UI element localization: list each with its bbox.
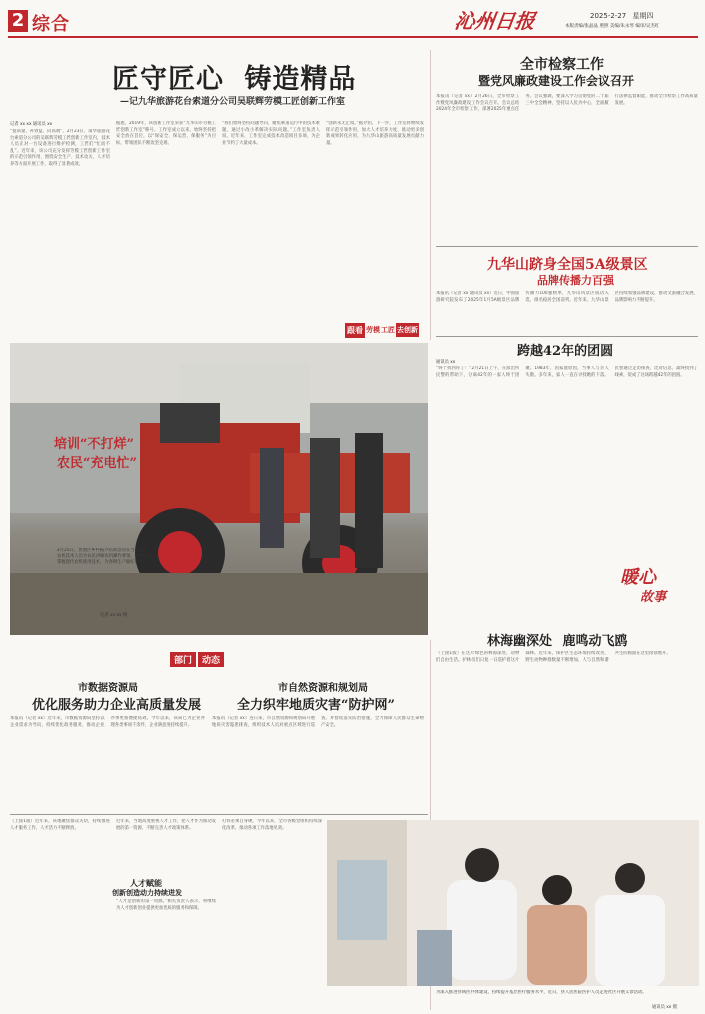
pavilion-title-b: 鹿鸣动飞鸥: [562, 634, 628, 649]
farm-caption: 2月25日，贵池区乡村振兴培训活动在当地开展，农机技术人员为农民讲解农机操作要领，帮助农民掌握现代农机使用技术，为春耕生产做好准备。: [57, 548, 152, 565]
lead-body-col4: “创新永无止境。”据介绍，下一步，工作室将继续发挥示范引领作用，加大人才培养力度，推动更多创新成果转化应用，为九华山旅游高质量发展贡献力量。: [326, 121, 424, 146]
right2-title: 九华山跻身全国5A级景区: [487, 257, 648, 273]
tag-a: 跟看: [345, 323, 365, 338]
right1-subtitle: 暨党风廉政建设工作会议召开: [478, 74, 635, 88]
dept-tag: [170, 652, 246, 666]
bottom-inner-title: 人才赋能: [130, 878, 162, 888]
clinic-photo: [327, 820, 699, 986]
right1-body: 本报讯（记者 xx）2月26日，全市检察工作暨党风廉政建设工作会议召开。会议总结2024年全市检察工作，部署2025年重点任务。会议强调，要深入学习贯彻党的二十届三中全会精神，坚持以人民为中心，全面履行法律监督职能，推动全市检察工作高质量发展。: [436, 94, 698, 112]
group-byline: 通讯员 xx: [436, 360, 456, 365]
warm-tag-b: 故事: [639, 590, 666, 605]
tag-d: 去创新: [396, 323, 419, 337]
clinic-caption: 为深入推进县域医共体建设，持续提升基层医疗服务水平，近日，县人民医院医护人员走进社区开展义诊活动。: [436, 990, 647, 995]
dept-bottom-rule: [10, 814, 428, 815]
dept1-subtitle: 优化服务助力企业高质量发展: [32, 698, 202, 713]
masthead-logo: [455, 5, 555, 37]
farm-subtitle: 农民“充电忙”: [57, 456, 137, 471]
editors-line: 本版责编/张晶晶 照照 美编/朱永琴 编审/吴杰红: [565, 24, 660, 29]
date-line: [590, 11, 653, 21]
right2-body: 本报讯（记者 xx 通讯员 xx）近日，中国旅游研究院发布了2025年1月5A级景区品牌传播力100强榜单，九华山风景区成功入选，排名稳居全国前列。近年来，九华山景区持续加强品牌建设，推动文旅融合发展，品牌影响力不断提升。: [436, 291, 698, 303]
pavilion-body: （上接1版）在这片绿色的林海深处，动物们自由生活。护林员们日复一日巡护着这片森林。近年来，保护区生态环境持续改善，野生动物种群数量不断增加，人与自然和谐共生的画面在这里徐徐展开。: [436, 651, 671, 663]
bottom-col1: （上接1版）近年来，该地聚焦群众关切，持续推进人才服务工作，人才活力不断释放。: [10, 819, 110, 831]
page-number-box: 2: [8, 10, 28, 32]
paper-name: 沁州日报: [453, 9, 537, 33]
bottom-inner-subtitle: 创新创造动力持续迸发: [112, 888, 182, 897]
pavilion-title: [487, 630, 628, 649]
warm-tag: [588, 568, 688, 612]
tag-c: 工匠: [381, 326, 395, 334]
issue-weekday: 星期四: [632, 12, 654, 20]
dept2-subtitle: 全力织牢地质灾害“防护网”: [237, 698, 395, 713]
lead-title: [112, 57, 357, 96]
clinic-credit: 通讯员 xx 摄: [652, 1005, 678, 1010]
lead-title-b: 铸造精品: [244, 64, 357, 95]
bottom-col2b: “人才是创新的第一资源。”相关负责人表示，将继续为人才创新创业提供更加优质的服务和保障。: [116, 899, 216, 911]
lead-byline: 记者 xx xx 通讯员 xx: [10, 122, 53, 127]
series-tag: [345, 320, 430, 340]
right2-rule: [436, 336, 698, 337]
bottom-col3: 打铁必须自身硬。今年以来，全市各级党组织持续深化改革，推动各项工作落地见效。: [222, 819, 322, 831]
farm-title: 培训“不打烊”: [54, 437, 134, 452]
group-title: 跨越42年的团圆: [517, 344, 614, 359]
bottom-col2: 近年来，当地高度重视人才工作，把人才作为推动发展的第一资源，不断完善人才政策体系。: [116, 819, 216, 831]
lead-right-rule: [430, 50, 431, 340]
warm-tag-a: 暖心: [620, 567, 656, 588]
farm-photographer: 记者 xx xx 摄: [100, 613, 128, 618]
dept2-body: 本报讯（记者 xx）连日来，市自然资源和规划局开展地质灾害隐患排查，组织技术人员对重点区域进行巡查，并督促落实防治措施，全力保障人民群众生命财产安全。: [212, 716, 424, 728]
dept1-title: 市数据资源局: [78, 683, 138, 694]
group-body: “终于找到你了！”2月21日上午，在派出所民警的帮助下，分离42年的一家人终于团聚。1983年，因家庭原因，当事人与亲人失散。多年来，家人一直在寻找她的下落。民警通过走访排查、比对信息，最终找到了线索，促成了这场跨越42年的团圆。: [436, 366, 698, 378]
lead-subtitle: —记九华旅游花台索道分公司吴联辉劳模工匠创新工作室: [120, 97, 346, 107]
dept1-body: 本报讯（记者 xx）近年来，市数据资源局坚持以企业需求为导向，持续优化政务服务，推动企业办事更加便捷高效。今年以来，该局已为企业办理各类事项千余件，企业满意度持续提升。: [10, 716, 205, 728]
clinic-illustration: [327, 820, 699, 986]
lead-title-a: 匠守匠心: [112, 64, 224, 95]
section-title: 综合: [32, 14, 70, 35]
lead-body-col3: “我们始终坚持问题导向，聚焦索道运行中的技术难题，通过小改小革解决实际问题。”工作室负责人说。近年来，工作室完成技术改造项目多项，为企业节约了大量成本。: [222, 121, 320, 146]
tag-b: 劳模: [366, 326, 380, 334]
right1-rule: [436, 246, 698, 247]
pavilion-title-a: 林海幽深处: [487, 634, 553, 649]
lead-body-col2: 据悉，2019年，该创新工作室荣获“九华山市劳模工匠创新工作室”称号。工作室成立以来，始终坚持把安全放在首位，以“保安全、保运营、保服务”为目标，带领团队不断攻坚克难。: [116, 121, 216, 146]
right2-subtitle: 品牌传播力百强: [537, 274, 614, 287]
dept2-title: 市自然资源和规划局: [278, 683, 368, 694]
issue-date: 2025-2-27: [590, 12, 627, 20]
lead-body-col1: “提质量、补效益、向高端”，2月23日，南华旅游花台索道分公司的吴联辉劳模工匠创新工作室内，技术人员正对一台设备进行维护检测，工匠们“忙而不乱”。近年来，该公司充分发挥劳模工匠创新工作室的示范引领作用，围绕安全生产、技术攻关、人才培养等方面开展工作，取得了显著成效。: [10, 129, 110, 167]
masthead-rule: [8, 36, 698, 38]
dept-tag-a: 部门: [170, 652, 196, 667]
right1-title: 全市检察工作: [520, 57, 604, 73]
dept-tag-b: 动态: [198, 652, 224, 667]
